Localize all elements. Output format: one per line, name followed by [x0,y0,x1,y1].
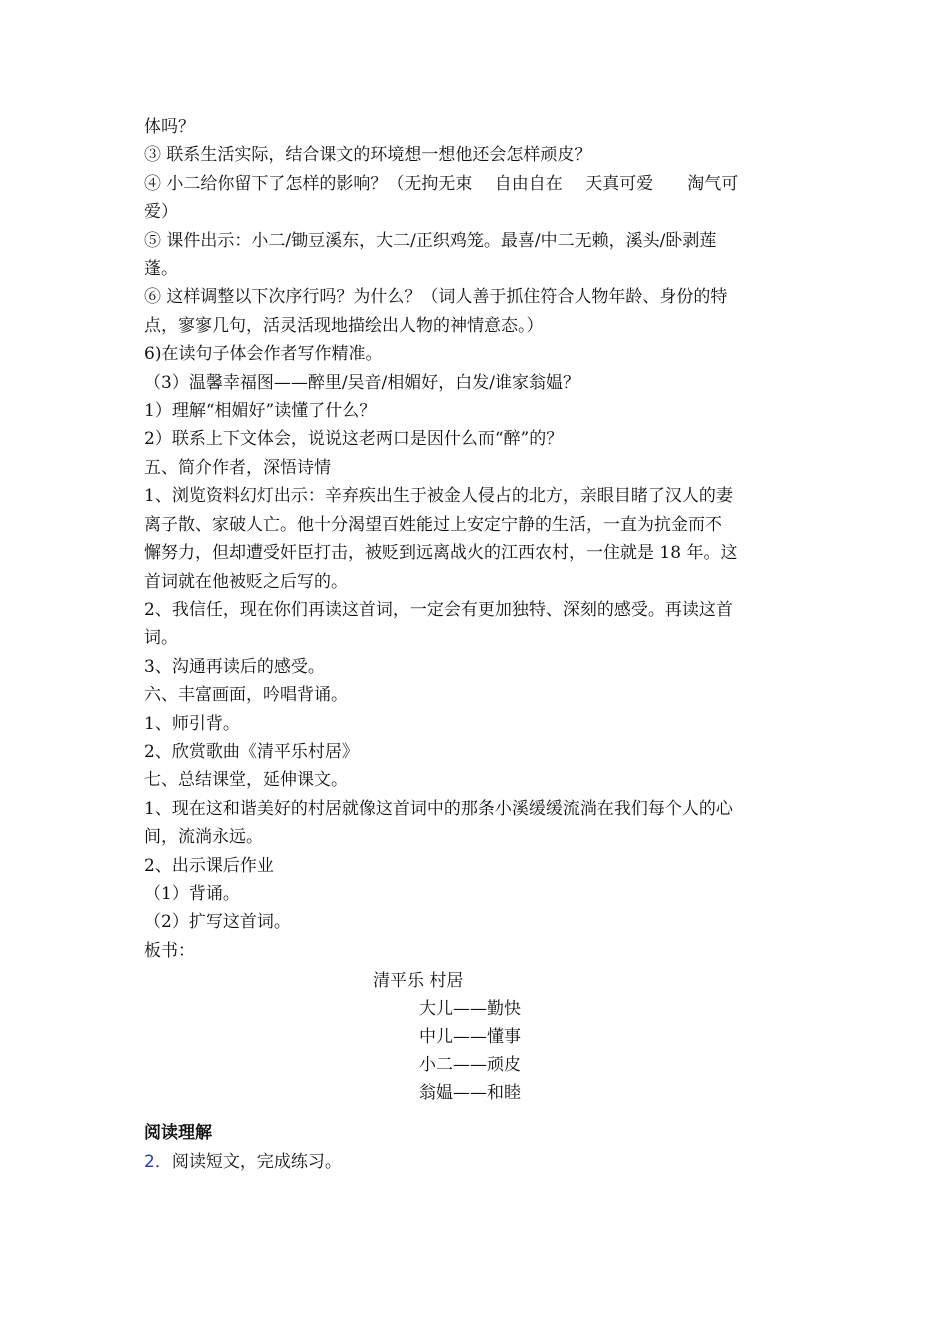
text-line: ④ 小二给你留下了怎样的影响？（无拘无束 自由自在 天真可爱 淘气可 [144,173,739,194]
text-line: ⑥ 这样调整以下次序行吗？为什么？（词人善于抓住符合人物年龄、身份的特 [144,287,728,308]
text-line: 爱） [144,202,178,223]
text-line: 1、现在这和谐美好的村居就像这首词中的那条小溪缓缓流淌在我们每个人的心 [144,798,733,819]
question-text: 阅读短文，完成练习。 [171,1151,342,1172]
text-line: 点，寥寥几句，活灵活现地描绘出人物的神情意态。） [144,315,544,336]
text-line: 2）联系上下文体会，说说这老两口是因什么而“醉”的？ [144,429,564,450]
board-title: 清平乐 村居 [373,971,464,992]
board-row: 中儿——懂事 [419,1027,521,1048]
text-line: 间，流淌永远。 [144,827,263,848]
text-line: 1、浏览资料幻灯出示：辛弃疾出生于被金人侵占的北方，亲眼目睹了汉人的妻 [144,486,733,507]
text-line: 1）理解“相媚好”读懂了什么？ [144,401,377,422]
text-line: 懈努力，但却遭受奸臣打击，被贬到远离战火的江西农村，一住就是 18 年。这 [144,543,738,564]
question-number: 2． [144,1151,172,1172]
blackboard-outline [144,967,808,1107]
reading-comprehension-heading: 阅读理解 [144,1123,212,1144]
board-row: 大儿——勤快 [419,999,521,1020]
text-line: （3）温馨幸福图——醉里/吴音/相媚好，白发/谁家翁媪？ [144,372,580,393]
text-line: 3、沟通再读后的感受。 [144,656,325,677]
board-row: 小二——顽皮 [419,1055,521,1076]
board-row: 翁媪——和睦 [419,1083,521,1104]
section-title: 五、简介作者，深悟诗情 [144,457,331,478]
board-label: 板书： [144,940,195,961]
text-line: 体吗？ [144,117,195,137]
text-line: ③ 联系生活实际，结合课文的环境想一想他还会怎样顽皮？ [144,145,592,166]
document-page [144,113,808,1176]
text-line: 1、师引背。 [144,713,240,734]
text-line: 2、出示课后作业 [144,855,274,876]
text-line: 蓬。 [144,259,178,280]
text-lines [144,113,808,965]
text-line: 词。 [144,628,178,649]
section-title: 七、总结课堂，延伸课文。 [144,770,348,791]
text-line: 2、我信任，现在你们再读这首词，一定会有更加独特、深刻的感受。再读这首 [144,599,733,620]
text-line: 6)在读句子体会作者写作精准。 [144,344,383,365]
text-line: 首词就在他被贬之后写的。 [144,571,348,592]
text-line: 2、欣赏歌曲《清平乐村居》 [144,741,359,762]
text-line: 离子散、家破人亡。他十分渴望百姓能过上安定宁静的生活，一直为抗金而不 [144,514,722,535]
text-line: （2）扩写这首词。 [144,912,291,933]
text-line: （1）背诵。 [144,883,240,904]
text-line: ⑤ 课件出示：小二/锄豆溪东，大二/正织鸡笼。最喜/中二无赖，溪头/卧剥莲 [144,230,717,251]
section-title: 六、丰富画面，吟唱背诵。 [144,685,348,706]
question-line [144,1148,808,1176]
